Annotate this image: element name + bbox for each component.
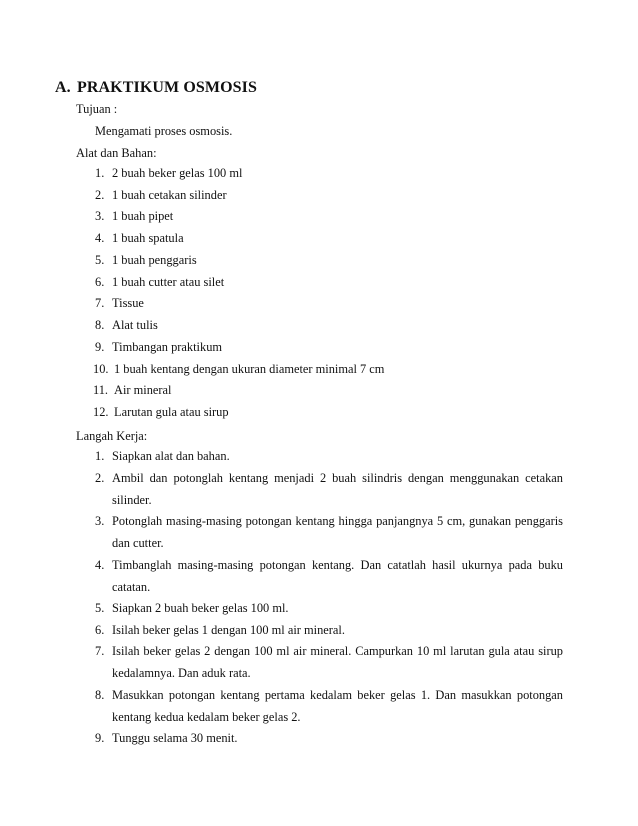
list-text: Siapkan alat dan bahan. bbox=[112, 449, 230, 463]
langkah-item bbox=[95, 511, 563, 554]
tujuan-text: Mengamati proses osmosis. bbox=[95, 124, 233, 138]
list-text: Larutan gula atau sirup bbox=[114, 405, 229, 419]
list-number: 10. bbox=[93, 362, 109, 376]
section-title bbox=[55, 79, 257, 97]
list-text: Air mineral bbox=[114, 383, 172, 397]
list-text: Tissue bbox=[112, 296, 144, 310]
langkah-item bbox=[95, 555, 563, 598]
alat-item bbox=[95, 206, 563, 228]
langkah-item bbox=[95, 685, 563, 728]
alat-item bbox=[95, 402, 563, 424]
list-text: Potonglah masing-masing potongan kentang hingga panjangnya 5 cm, gunakan penggaris dan cutter. bbox=[112, 514, 563, 550]
list-number: 9. bbox=[95, 731, 105, 745]
list-text: Timbangan praktikum bbox=[112, 340, 223, 354]
list-number: 6. bbox=[95, 275, 105, 289]
list-number: 8. bbox=[95, 688, 105, 702]
tujuan-heading: Tujuan : bbox=[76, 102, 118, 116]
alat-heading: Alat dan Bahan: bbox=[76, 146, 157, 160]
alat-item bbox=[95, 337, 563, 359]
alat-item bbox=[95, 163, 563, 185]
alat-item bbox=[95, 185, 563, 207]
langkah-item bbox=[95, 641, 563, 684]
alat-item bbox=[95, 272, 563, 294]
alat-item bbox=[95, 293, 563, 315]
langkah-item bbox=[95, 468, 563, 511]
list-text: Isilah beker gelas 1 dengan 100 ml air mineral. bbox=[112, 623, 345, 637]
alat-item bbox=[95, 315, 563, 337]
langkah-item bbox=[95, 728, 563, 750]
list-number: 8. bbox=[95, 318, 105, 332]
langkah-item bbox=[95, 446, 563, 468]
langkah-heading: Langah Kerja: bbox=[76, 429, 148, 443]
list-number: 7. bbox=[95, 296, 105, 310]
list-number: 11. bbox=[93, 383, 109, 397]
list-number: 2. bbox=[95, 471, 105, 485]
list-text: 1 buah kentang dengan ukuran diameter minimal 7 cm bbox=[114, 362, 385, 376]
list-number: 1. bbox=[95, 166, 105, 180]
langkah-item bbox=[95, 598, 563, 620]
list-number: 1. bbox=[95, 449, 105, 463]
list-number: 6. bbox=[95, 623, 105, 637]
list-number: 12. bbox=[93, 405, 109, 419]
alat-item bbox=[95, 359, 563, 381]
list-number: 3. bbox=[95, 514, 105, 528]
section-title-text: PRAKTIKUM OSMOSIS bbox=[77, 79, 257, 96]
list-text: Masukkan potongan kentang pertama kedalam beker gelas 1. Dan masukkan potongan kentang kedua kedalam beker gelas 2. bbox=[112, 688, 563, 724]
alat-item bbox=[95, 380, 563, 402]
list-number: 5. bbox=[95, 601, 105, 615]
langkah-item bbox=[95, 620, 563, 642]
list-text: Tunggu selama 30 menit. bbox=[112, 731, 238, 745]
list-number: 4. bbox=[95, 558, 105, 572]
list-text: Timbanglah masing-masing potongan kentang. Dan catatlah hasil ukurnya pada buku catatan. bbox=[112, 558, 563, 594]
list-text: Alat tulis bbox=[112, 318, 158, 332]
alat-item bbox=[95, 250, 563, 272]
list-number: 2. bbox=[95, 188, 105, 202]
list-number: 4. bbox=[95, 231, 105, 245]
list-number: 7. bbox=[95, 644, 105, 658]
list-number: 3. bbox=[95, 209, 105, 223]
list-text: 2 buah beker gelas 100 ml bbox=[112, 166, 243, 180]
list-text: Isilah beker gelas 2 dengan 100 ml air mineral. Campurkan 10 ml larutan gula atau sirup kedalamnya. Dan aduk rata. bbox=[112, 644, 563, 680]
list-text: 1 buah spatula bbox=[112, 231, 184, 245]
list-text: 1 buah pipet bbox=[112, 209, 174, 223]
list-text: 1 buah cetakan silinder bbox=[112, 188, 227, 202]
list-text: Ambil dan potonglah kentang menjadi 2 buah silindris dengan menggunakan cetakan silinder. bbox=[112, 471, 563, 507]
list-text: Siapkan 2 buah beker gelas 100 ml. bbox=[112, 601, 289, 615]
alat-item bbox=[95, 228, 563, 250]
list-number: 9. bbox=[95, 340, 105, 354]
list-text: 1 buah cutter atau silet bbox=[112, 275, 225, 289]
list-number: 5. bbox=[95, 253, 105, 267]
list-text: 1 buah penggaris bbox=[112, 253, 197, 267]
section-letter: A. bbox=[55, 79, 71, 96]
